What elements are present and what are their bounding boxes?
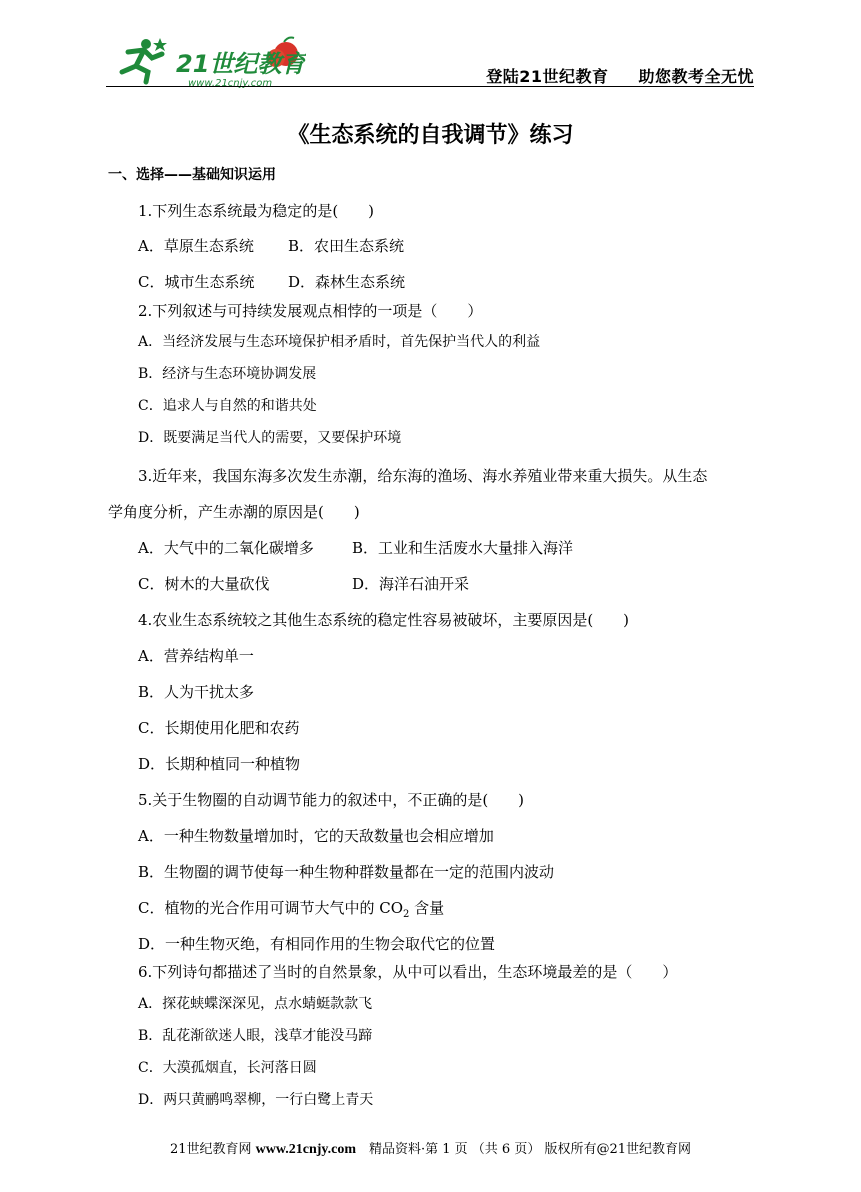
question-1-stem: 1.下列生态系统最为稳定的是( ) <box>138 202 375 220</box>
question-5-option-d: D．一种生物灭绝，有相同作用的生物会取代它的位置 <box>138 935 496 953</box>
option-c-text: C．植物的光合作用可调节大气中的 CO <box>138 899 404 917</box>
option-c-subscript: 2 <box>403 909 410 920</box>
question-3-stem-line-1: 3.近年来，我国东海多次发生赤潮，给东海的渔场、海水养殖业带来重大损失。从生态 <box>138 467 708 485</box>
option-a: A．草原生态系统 <box>138 237 254 255</box>
footer-prefix: 21世纪教育网 <box>169 1142 256 1157</box>
question-2-option-d: D．既要满足当代人的需要，又要保护环境 <box>138 430 402 446</box>
question-5-stem: 5.关于生物圈的自动调节能力的叙述中，不正确的是( ) <box>138 791 525 809</box>
question-5-option-a: A．一种生物数量增加时，它的天敌数量也会相应增加 <box>138 827 494 845</box>
21cnjy-logo <box>106 32 306 90</box>
question-2-option-a: A．当经济发展与生态环境保护相矛盾时，首先保护当代人的利益 <box>138 334 541 350</box>
footer-suffix: 精品资料·第 1 页 （共 6 页） 版权所有@21世纪教育网 <box>356 1142 692 1157</box>
question-3-options-ab <box>138 537 574 558</box>
question-4-option-c: C．长期使用化肥和农药 <box>138 719 300 737</box>
question-1-options-cd <box>138 271 406 292</box>
question-6-option-a: A．探花蛱蝶深深见，点水蜻蜓款款飞 <box>138 996 373 1012</box>
logo-url: www.21cnjy.com <box>188 78 273 89</box>
footer-site-link[interactable]: www.21cnjy.com <box>255 1142 356 1157</box>
option-b: B．工业和生活废水大量排入海洋 <box>352 539 574 557</box>
question-4-option-b: B．人为干扰太多 <box>138 683 255 701</box>
section-heading: 一、选择——基础知识运用 <box>108 167 276 183</box>
page-header <box>106 32 754 88</box>
option-c: C．树木的大量砍伐 <box>138 575 270 593</box>
option-b: B．农田生态系统 <box>288 237 405 255</box>
header-slogan <box>486 64 754 87</box>
question-4-stem: 4.农业生态系统较之其他生态系统的稳定性容易被破坏，主要原因是( ) <box>138 611 630 629</box>
question-2-option-b: B．经济与生态环境协调发展 <box>138 366 317 382</box>
question-3-options-cd <box>138 573 470 594</box>
slogan-right: 助您教考全无忧 <box>638 67 754 86</box>
question-4-option-d: D．长期种植同一种植物 <box>138 755 301 773</box>
option-c: C．城市生态系统 <box>138 273 255 291</box>
question-6-stem: 6.下列诗句都描述了当时的自然景象，从中可以看出，生态环境最差的是（ ） <box>138 963 678 981</box>
question-3-stem-line-2: 学角度分析，产生赤潮的原因是( ) <box>108 503 360 521</box>
header-rule <box>106 86 754 87</box>
runner-icon <box>122 39 162 82</box>
page-footer <box>0 1138 861 1158</box>
option-c-suffix: 含量 <box>409 899 445 917</box>
question-1-options-ab <box>138 235 405 256</box>
question-6-option-b: B．乱花渐欲迷人眼，浅草才能没马蹄 <box>138 1028 373 1044</box>
option-d: D．森林生态系统 <box>288 273 406 291</box>
question-6-option-c: C．大漠孤烟直，长河落日圆 <box>138 1060 317 1076</box>
logo-text: 21世纪教育 <box>176 50 306 78</box>
question-4-option-a: A．营养结构单一 <box>138 647 254 665</box>
question-6-option-d: D．两只黄鹂鸣翠柳，一行白鹭上青天 <box>138 1092 374 1108</box>
option-d: D．海洋石油开采 <box>352 575 470 593</box>
question-5-option-c <box>138 897 444 920</box>
question-5-option-b: B．生物圈的调节使每一种生物种群数量都在一定的范围内波动 <box>138 863 555 881</box>
document-title: 《生态系统的自我调节》练习 <box>287 123 574 148</box>
question-2-stem: 2.下列叙述与可持续发展观点相悖的一项是（ ） <box>138 302 483 320</box>
question-2-option-c: C．追求人与自然的和谐共处 <box>138 398 317 414</box>
slogan-left: 登陆21世纪教育 <box>486 67 609 86</box>
option-a: A．大气中的二氧化碳增多 <box>138 539 314 557</box>
